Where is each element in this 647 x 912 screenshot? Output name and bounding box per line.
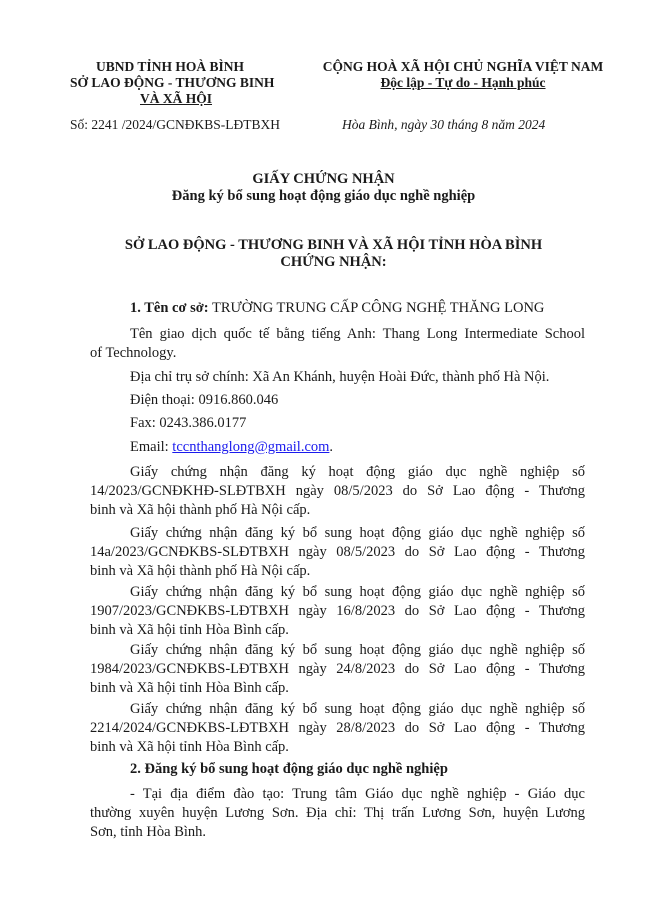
cert-1: [90, 463, 585, 520]
training-location: [90, 785, 585, 842]
agency-name-line1: SỞ LAO ĐỘNG - THƯƠNG BINH: [70, 75, 275, 90]
cert-4-line1: Giấy chứng nhận đăng ký bổ sung hoạt động giáo dục nghề nghiệp số: [130, 642, 585, 658]
section2-heading: 2. Đăng ký bổ sung hoạt động giáo dục nghề nghiệp: [130, 761, 448, 777]
agency-parent: UBND TỈNH HOÀ BÌNH: [96, 59, 244, 74]
cert-3-line2: 1907/2023/GCNĐKBS-LĐTBXH ngày 16/8/2023 do Sở Lao động - Thương: [90, 603, 585, 619]
issue-date: Hòa Bình, ngày 30 tháng 8 năm 2024: [342, 117, 546, 132]
address: Địa chỉ trụ sở chính: Xã An Khánh, huyện Hoài Đức, thành phố Hà Nội.: [130, 369, 550, 385]
cert-5: [90, 700, 585, 757]
english-name: [90, 325, 585, 363]
cert-2-line2: 14a/2023/GCNĐKBS-SLĐTBXH ngày 08/5/2023 do Sở Lao động - Thương: [90, 544, 585, 560]
agency-name-line2: VÀ XÃ HỘI: [140, 91, 213, 106]
email-label: Email:: [130, 439, 173, 455]
phone: Điện thoại: 0916.860.046: [130, 392, 279, 408]
cert-2-line1: Giấy chứng nhận đăng ký bổ sung hoạt động giáo dục nghề nghiệp số: [130, 525, 585, 541]
national-motto: Độc lập - Tự do - Hạnh phúc: [380, 75, 546, 90]
cert-5-line2: 2214/2024/GCNĐKBS-LĐTBXH ngày 28/8/2023 do Sở Lao động - Thương: [90, 720, 585, 736]
section1-label: 1. Tên cơ sở:: [130, 300, 209, 316]
cert-4-line3: binh và Xã hội tỉnh Hòa Bình cấp.: [90, 680, 289, 696]
email-row: [130, 439, 333, 456]
email-link[interactable]: tccnthanglong@gmail.com: [172, 439, 330, 455]
certifies-label: CHỨNG NHẬN:: [280, 254, 387, 270]
cert-3-line1: Giấy chứng nhận đăng ký bổ sung hoạt động giáo dục nghề nghiệp số: [130, 584, 585, 600]
cert-1-line3: binh và Xã hội thành phố Hà Nội cấp.: [90, 502, 311, 518]
document-title: GIẤY CHỨNG NHẬN: [252, 171, 395, 187]
cert-5-line3: binh và Xã hội tỉnh Hòa Bình cấp.: [90, 739, 289, 755]
training-location-line1: - Tại địa điểm đào tạo: Trung tâm Giáo dục nghề nghiệp - Giáo dục: [130, 786, 585, 802]
cert-3: [90, 583, 585, 640]
cert-3-line3: binh và Xã hội tỉnh Hòa Bình cấp.: [90, 622, 289, 638]
cert-1-line2: 14/2023/GCNĐKHĐ-SLĐTBXH ngày 08/5/2023 do Sở Lao động - Thương: [90, 483, 585, 499]
cert-4: [90, 641, 585, 698]
cert-4-line2: 1984/2023/GCNĐKBS-LĐTBXH ngày 24/8/2023 do Sở Lao động - Thương: [90, 661, 585, 677]
section1-heading: [130, 300, 544, 317]
national-title: CỘNG HOÀ XÃ HỘI CHỦ NGHĨA VIỆT NAM: [322, 59, 604, 74]
cert-2: [90, 524, 585, 581]
cert-5-line1: Giấy chứng nhận đăng ký bổ sung hoạt động giáo dục nghề nghiệp số: [130, 701, 585, 717]
english-name-line1: Tên giao dịch quốc tế bằng tiếng Anh: Thang Long Intermediate School: [130, 326, 585, 342]
document-subtitle: Đăng ký bổ sung hoạt động giáo dục nghề nghiệp: [171, 188, 476, 204]
authority-name: SỞ LAO ĐỘNG - THƯƠNG BINH VÀ XÃ HỘI TỈNH HÒA BÌNH: [124, 237, 543, 253]
email-suffix: .: [329, 439, 334, 455]
document-number: Số: 2241 /2024/GCNĐKBS-LĐTBXH: [70, 117, 281, 132]
training-location-line2: thường xuyên huyện Lương Sơn. Địa chỉ: Thị trấn Lương Sơn, huyện Lương: [90, 805, 585, 821]
fax: Fax: 0243.386.0177: [130, 415, 247, 431]
institution-name: TRƯỜNG TRUNG CẤP CÔNG NGHỆ THĂNG LONG: [208, 300, 545, 316]
cert-1-line1: Giấy chứng nhận đăng ký hoạt động giáo dục nghề nghiệp số: [130, 464, 585, 480]
cert-2-line3: binh và Xã hội thành phố Hà Nội cấp.: [90, 563, 311, 579]
training-location-line3: Sơn, tỉnh Hòa Bình.: [90, 824, 207, 840]
english-name-line2: of Technology.: [90, 345, 177, 361]
